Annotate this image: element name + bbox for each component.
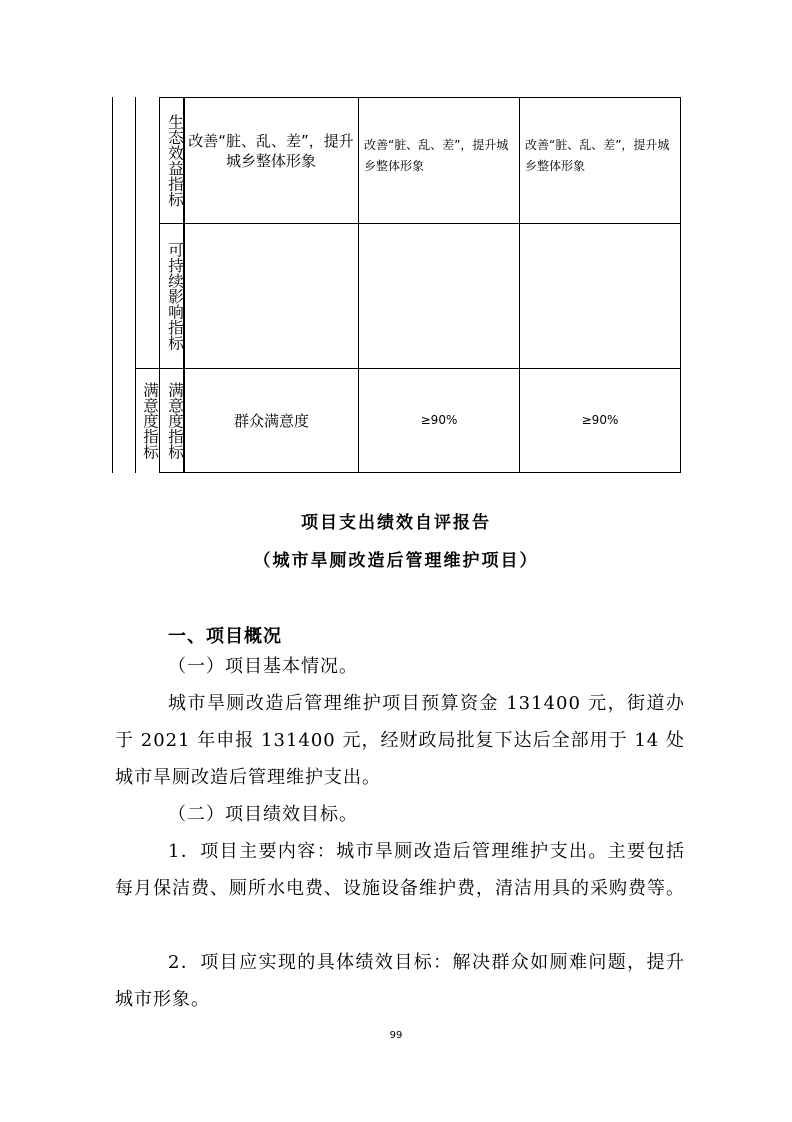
report-title: 项目支出绩效自评报告 xyxy=(301,513,491,533)
table-cell-actual: ≥90% xyxy=(581,413,619,427)
table-border-left xyxy=(112,97,113,473)
table-cell-level3: 生态效益指标 xyxy=(166,114,184,207)
table-border-right xyxy=(680,97,681,473)
table-cell-indicator: 群众满意度 xyxy=(233,411,309,430)
paragraph: 2．项目应实现的具体绩效目标：解决群众如厕难问题，提升城市形象。 xyxy=(115,952,685,1010)
paragraph: 城市旱厕改造后管理维护项目预算资金 131400 元，街道办于 2021 年申报 131400 元，经财政局批复下达后全部用于 14 处城市旱厕改造后管理维护支出。 xyxy=(115,693,685,788)
subsection-heading: （一）项目基本情况。 xyxy=(168,656,358,677)
paragraph: 1．项目主要内容：城市旱厕改造后管理维护支出。主要包括每月保洁费、厕所水电费、设施设备维护费，清洁用具的采购费等。 xyxy=(115,841,685,899)
table-divider xyxy=(159,97,160,473)
table-cell-level3: 可持续影响指标 xyxy=(166,241,184,351)
table-cell-target: 改善“脏、乱、差”，提升城乡整体形象 xyxy=(364,138,509,173)
section-heading: 一、项目概况 xyxy=(168,626,282,647)
page-number: 99 xyxy=(389,1030,403,1041)
subsection-heading: （二）项目绩效目标。 xyxy=(168,804,358,825)
table-border-top xyxy=(159,97,681,98)
report-subtitle: （城市旱厕改造后管理维护项目） xyxy=(253,551,539,571)
table-cell-level2: 满意度指标 xyxy=(141,381,159,460)
table-cell-target: ≥90% xyxy=(420,413,458,427)
table-row-divider xyxy=(159,223,681,224)
table-cell-level3: 满意度指标 xyxy=(166,381,184,460)
table-divider xyxy=(135,97,136,473)
table-cell-indicator: 改善“脏、乱、差”，提升城乡整体形象 xyxy=(188,132,354,170)
performance-indicator-table xyxy=(112,97,681,473)
table-border-bottom xyxy=(159,472,681,473)
table-cell-actual: 改善“脏、乱、差”，提升城乡整体形象 xyxy=(525,138,670,173)
